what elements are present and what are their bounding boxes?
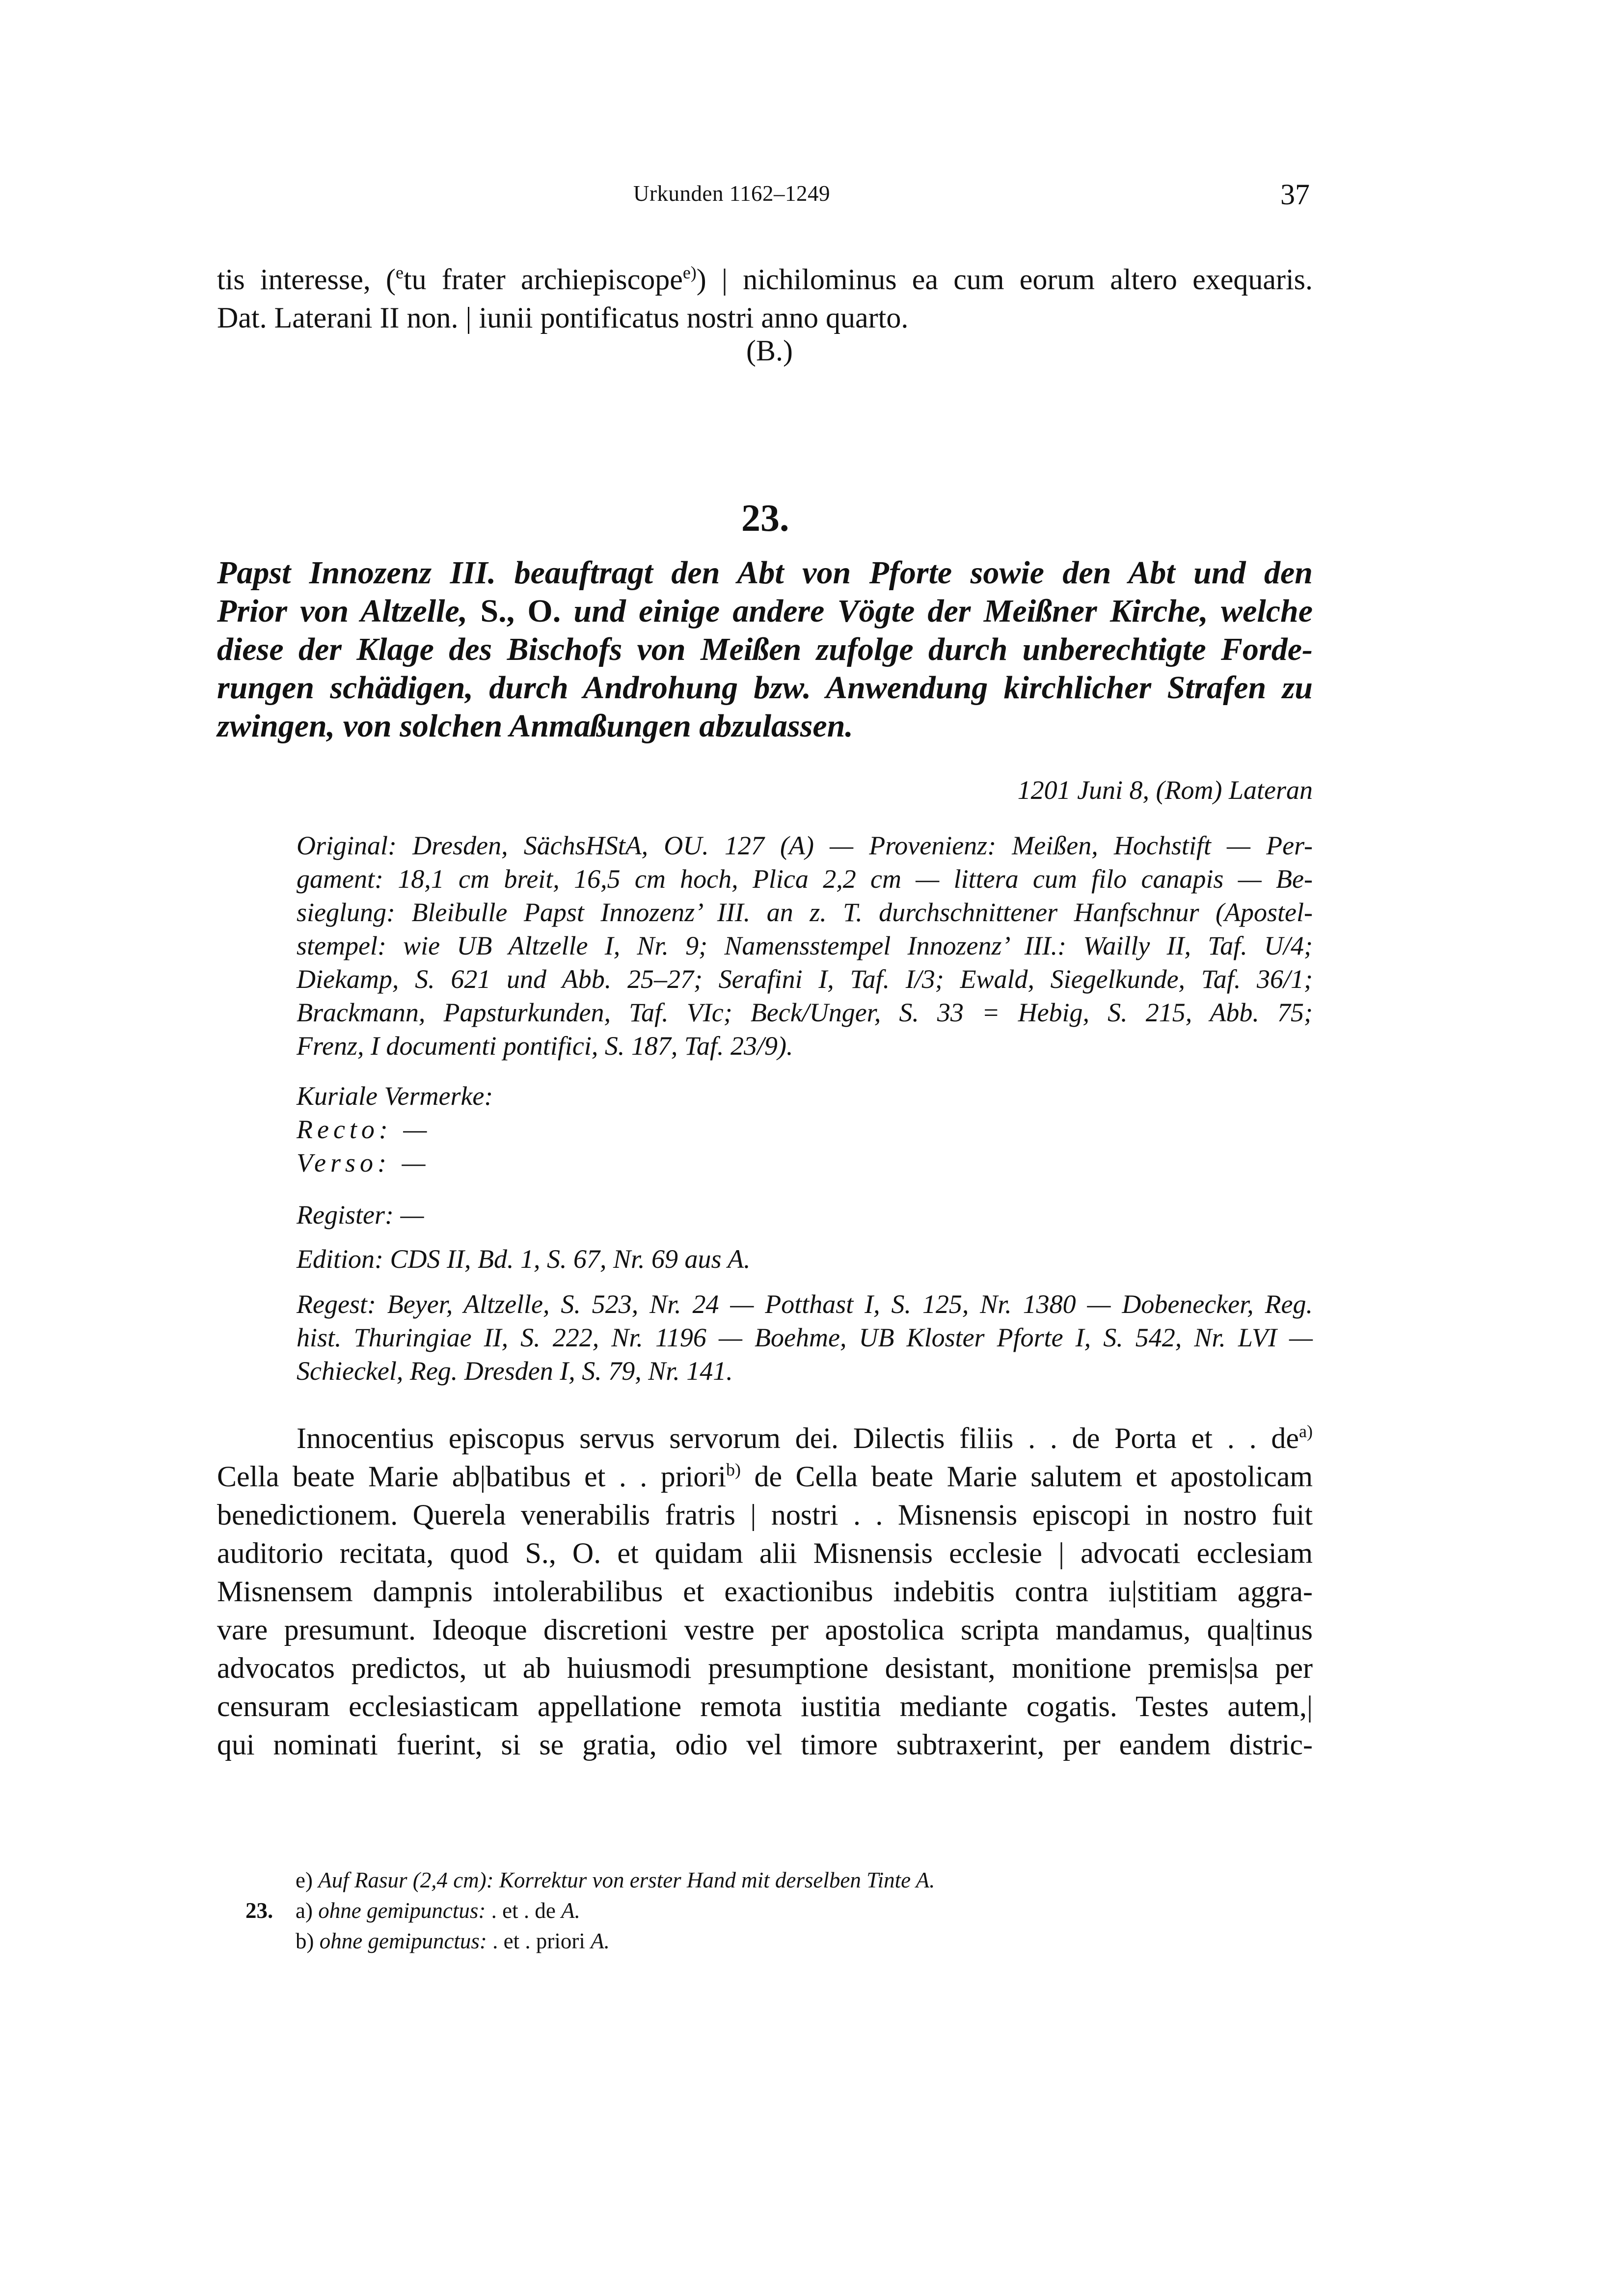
text-line: Dat. Laterani II non. | iunii pontificatus nostri anno quarto. — [217, 301, 909, 334]
running-title: Urkunden 1162–1249 — [633, 181, 831, 206]
text-line: qui nominati fuerint, si se gratia, odio vel timore subtraxerint, per eandem distric- — [217, 1728, 1313, 1761]
document-number: 23. — [741, 496, 789, 539]
text-line: vare presumunt. Ideoque discretioni vestre per apostolica scripta mandamus, qua|tinus — [217, 1613, 1313, 1646]
text-line: Misnensem dampnis intolerabilibus et exactionibus indebitis contra iu|stitiam aggra- — [217, 1575, 1313, 1608]
kuriale-vermerke-heading: Kuriale Vermerke: — [297, 1081, 493, 1111]
text-line: Cella beate Marie ab|batibus et . . priori$^{b)}$ de Cella beate Marie salutem et apostolicam — [217, 1460, 1313, 1493]
signature-mark: (B.) — [746, 334, 793, 367]
text-line: auditorio recitata, quod S., O. et quidam alii Misnensis ecclesie | advocati ecclesiam — [217, 1537, 1313, 1569]
register-note: Register: — — [297, 1200, 424, 1230]
text-line: Innocentius episcopus servus servorum dei. Dilectis filiis . . de Porta et . . $de^{a)}$ — [297, 1421, 1313, 1454]
kuriale-vermerke — [297, 1079, 1313, 1179]
regest-heading: Papst Innozenz III. beauftragt den Abt von Pforte sowie den Abt und den Prior von Altzelle, S., O. und einige andere Vögte der Meißner Kirche, welche diese der Klage des Bischofs von Meißen zufolge durch unberechtigte Forde- rungen schädigen, durch Androhung bzw. Anwendung kirchlicher Strafen zu zwingen, von solchen Anmaßungen abzulassen. — [217, 555, 1313, 744]
regest-references: Regest: Beyer, Altzelle, S. 523, Nr. 24 — Potthast I, S. 125, Nr. 1380 — Dobenecker, Reg. hist. Thuringiae II, S. 222, Nr. 1196 — Boehme, UB Kloster Pforte I, S. 542, Nr. LVI — Schieckel, Reg. Dresden I, S. 79, Nr. 141. — [297, 1289, 1313, 1386]
document-date: 1201 Juni 8, (Rom) Lateran — [1017, 775, 1313, 805]
text-line: advocatos predictos, ut ab huiusmodi presumptione desistant, monitione premis|sa per — [217, 1652, 1313, 1684]
previous-document-text — [217, 260, 1313, 337]
original-description: Original: Dresden, SächsHStA, OU. 127 (A) — Provenienz: Meißen, Hochstift — Per- gament: 18,1 cm breit, 16,5 cm hoch, Plica 2,2 cm — littera cum filo canapis — Be- sieglung: Bleibulle Papst Innozenz’ III. an z. T. durchschnittener Hanfschnur (Apostel- stempel: wie UB Altzelle I, Nr. 9; Namensstempel Innozenz’ III.: Wailly II, Taf. U/4; Diekamp, S. 621 und Abb. 25–27; Serafini I, Taf. I/3; Ewald, Siegelkunde, Taf. 36/1; Brackmann, Papsturkunden, Taf. VIc; Beck/Unger, S. 33 = Hebig, S. 215, Abb. 75; Frenz, I documenti pontifici, S. 187, Taf. 23/9). — [297, 831, 1313, 1061]
page-number: 37 — [1280, 178, 1310, 211]
recto-note: Recto: — — [297, 1115, 432, 1144]
text-line: benedictionem. Querela venerabilis fratris | nostri . . Misnensis episcopi in nostro fuit — [217, 1499, 1313, 1531]
verso-note: Verso: — — [297, 1148, 430, 1177]
text-line: censuram ecclesiasticam appellatione remota iustitia mediante cogatis. Testes autem,| — [217, 1690, 1313, 1722]
edition-note: Edition: CDS II, Bd. 1, S. 67, Nr. 69 aus A. — [297, 1244, 751, 1274]
document-page: Urkunden 1162–1249 37 tis interesse, ($^e$tu frater archiepiscope$^{e)}$) | nichilominus ea cum eorum altero exequaris. Dat. Laterani II non. | iunii pontificatus nostri anno quarto. (B.) 23. Papst Innozenz III. beauftragt den Abt von Pforte sowie den Abt und den Prior von Altzelle, S., O. und einige andere Vögte der Meißner Kirche, welche diese der Klage des Bischofs von Meißen zufolge durch unberechtigte Forde- rungen schädigen, durch Androhung bzw. Anwendung kirchlicher Strafen zu zwingen, von solchen Anmaßungen abzulassen. 1201 Juni 8, (Rom) Lateran Original: Dresden, SächsHStA, OU. 127 (A) — Provenienz: Meißen, Hochstift — Per- gament: 18,1 cm breit, 16,5 cm hoch, Plica 2,2 cm — littera cum filo canapis — Be- sieglung: Bleibulle Papst Innozenz’ III. an z. T. durchschnittener Hanfschnur (Apostel- stempel: wie UB Altzelle I, Nr. 9; Namensstempel Innozenz’ III.: Wailly II, Taf. U/4; Diekamp, S. 621 und Abb. 25–27; Serafini I, Taf. I/3; Ewald, Siegelkunde, Taf. 36/1; Brackmann, Papsturkunden, Taf. VIc; Beck/Unger, S. 33 = Hebig, S. 215, Abb. 75; Frenz, I documenti pontifici, S. 187, Taf. 23/9). Kuriale Vermerke: Recto: — Verso: — Register: — Edition: CDS II, Bd. 1, S. 67, Nr. 69 aus A. Regest: Beyer, Altzelle, S. 523, Nr. 24 — Potthast I, S. 125, Nr. 1380 — Dobenecker, Reg. hist. Thuringiae II, S. 222, Nr. 1196 — Boehme, UB Kloster Pforte I, S. 542, Nr. LVI — Schieckel, Reg. Dresden I, S. 79, Nr. 141. Innocentius episcopus servus servorum dei. Dilectis filiis . . de Porta et . . $de^{a)}$ Cella beate Marie ab|batibus et . . priori$^{b)}$ de Cella beate Marie salutem et apostolicam benedictionem. Querela venerabilis fratris | nostri . . Misnensis episcopi in nostro fuit auditorio recitata, quod S., O. et quidam alii Misnensis ecclesie | advocati ecclesiam Misnensem dampnis intolerabilibus et exactionibus indebitis contra iu|stitiam aggra- vare presumunt. Ideoque discretioni vestre per apostolica scripta mandamus, qua|tinus advocatos predictos, ut ab huiusmodi presumptione desistant, monitione premis|sa per censuram ecclesiasticam appellatione remota iustitia mediante cogatis. Testes autem,| qui nominati fuerint, si se gratia, odio vel timore subtraxerint, per eandem distric- e) Auf Rasur (2,4 cm): Korrektur von erster Hand mit derselben Tinte A. 23. a) ohne gemipunctus: . et . de A. b) ohne gemipunctus: . et . priori A. — [217, 178, 1313, 1953]
text-line: tis interesse, ($^e$tu frater archiepiscope$^{e)}$) | nichilominus ea cum eorum altero exequaris. — [217, 263, 1313, 296]
document-text — [217, 1419, 1313, 1764]
